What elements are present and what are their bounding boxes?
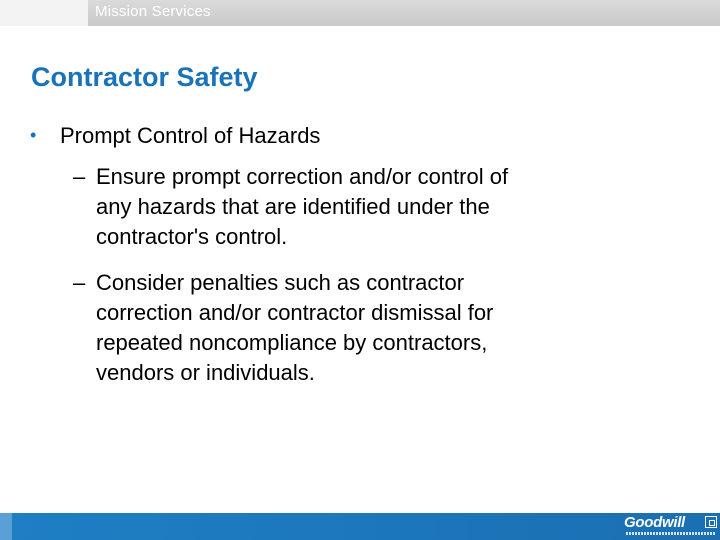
header-title: Mission Services — [95, 3, 211, 20]
bullet-text: Prompt Control of Hazards — [60, 123, 321, 148]
subbullet-line: contractor's control. — [96, 224, 288, 249]
logo-tagline-decoration — [626, 532, 716, 535]
footer-left-accent — [0, 513, 12, 540]
subbullet-line: any hazards that are identified under the — [96, 194, 490, 219]
subbullet-line: vendors or individuals. — [96, 360, 315, 385]
footer-bar — [0, 513, 720, 540]
goodwill-smile-icon — [705, 516, 717, 528]
dash-marker: – — [73, 164, 86, 189]
subbullet-line: correction and/or contractor dismissal for — [96, 300, 494, 325]
slide-title: Contractor Safety — [31, 62, 258, 92]
header-left-block — [0, 0, 88, 26]
dash-marker: – — [73, 270, 86, 295]
bullet-item — [30, 120, 320, 151]
subbullet-1 — [73, 162, 508, 252]
logo-text: Goodwill — [624, 514, 685, 531]
subbullet-line: Consider penalties such as contractor — [96, 270, 465, 295]
bullet-dot-icon: • — [30, 125, 37, 145]
subbullet-line: Ensure prompt correction and/or control of — [96, 164, 509, 189]
goodwill-logo — [624, 514, 718, 539]
header-band — [0, 0, 720, 26]
subbullet-line: repeated noncompliance by contractors, — [96, 330, 488, 355]
subbullet-2 — [73, 268, 493, 388]
